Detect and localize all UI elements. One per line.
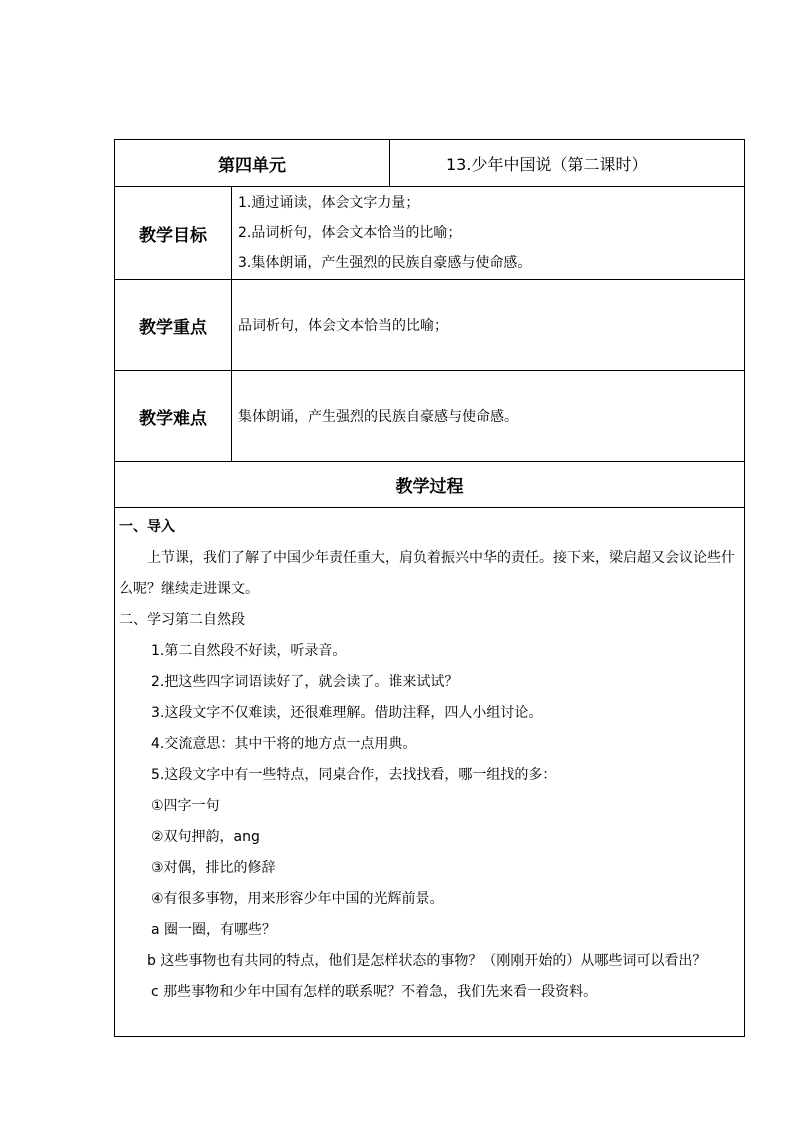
unit-cell: 第四单元 xyxy=(115,140,390,187)
step-item: 2.把这些四字词语读好了，就会读了。谁来试试？ xyxy=(151,674,459,690)
process-body-row xyxy=(115,508,745,1037)
sub-question: a 圈一圈，有哪些？ xyxy=(151,922,277,938)
lesson-title-cell: 13.少年中国说（第二课时） xyxy=(390,140,745,187)
feature-item: ②双句押韵，ang xyxy=(151,829,260,845)
step-item: 1.第二自然段不好读，听录音。 xyxy=(151,643,347,659)
goals-label: 教学目标 xyxy=(115,187,232,280)
feature-item: ③对偶，排比的修辞 xyxy=(151,860,276,876)
goals-content xyxy=(232,187,745,280)
goal-item: 1.通过诵读，体会文字力量； xyxy=(238,195,420,211)
process-heading-row xyxy=(115,462,745,508)
sub-question: b 这些事物也有共同的特点，他们是怎样状态的事物？（刚刚开始的）从哪些词可以看出？ xyxy=(147,953,707,969)
difficulties-label: 教学难点 xyxy=(115,371,232,462)
difficulties-row xyxy=(115,371,745,462)
lesson-plan-table xyxy=(114,139,745,1037)
feature-item: ④有很多事物，用来形容少年中国的光辉前景。 xyxy=(151,891,444,907)
key-points-row xyxy=(115,280,745,371)
key-points-label: 教学重点 xyxy=(115,280,232,371)
goals-row xyxy=(115,187,745,280)
feature-item: ①四字一句 xyxy=(151,798,220,814)
step-item: 3.这段文字不仅难读，还很难理解。借助注释，四人小组讨论。 xyxy=(151,705,543,721)
process-body xyxy=(115,508,745,1037)
lesson-plan-table-wrapper xyxy=(114,139,744,1037)
header-row xyxy=(115,140,745,187)
goal-item: 3.集体朗诵，产生强烈的民族自豪感与使命感。 xyxy=(238,255,532,271)
step-item: 5.这段文字中有一些特点，同桌合作，去找找看，哪一组找的多： xyxy=(151,767,557,783)
key-points-content: 品词析句，体会文本恰当的比喻； xyxy=(232,280,745,371)
intro-paragraph: 上节课，我们了解了中国少年责任重大，肩负着振兴中华的责任。接下来，梁启超又会议论些什么呢？继续走进课文。 xyxy=(119,550,735,597)
step-item: 4.交流意思：其中干将的地方点一点用典。 xyxy=(151,736,417,752)
process-heading: 教学过程 xyxy=(115,462,745,508)
goal-item: 2.品词析句，体会文本恰当的比喻； xyxy=(238,225,462,241)
difficulties-content: 集体朗诵，产生强烈的民族自豪感与使命感。 xyxy=(232,371,745,462)
section-title: 一、导入 xyxy=(119,519,175,535)
section-title: 二、学习第二自然段 xyxy=(119,612,245,628)
sub-question: c 那些事物和少年中国有怎样的联系呢？不着急，我们先来看一段资料。 xyxy=(151,984,598,1000)
